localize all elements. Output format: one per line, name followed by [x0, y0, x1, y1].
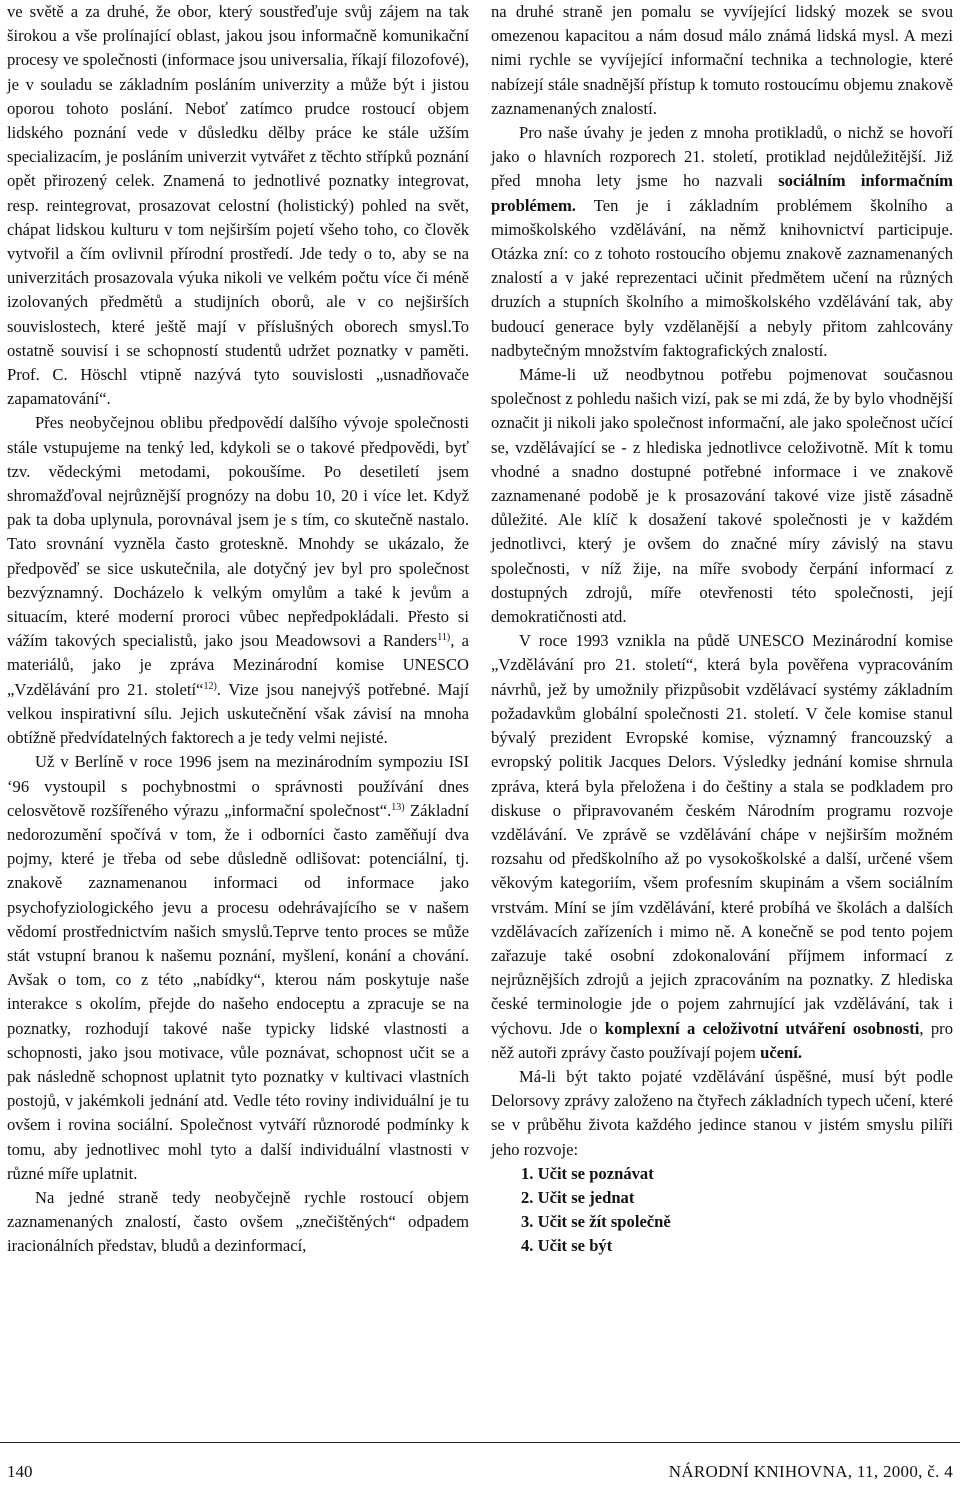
footnote-ref: 11)	[437, 632, 451, 644]
paragraph-text: Máme-li už neodbytnou potřebu pojmenovat současnou společnost z pohledu našich vizí, pak se mi zdá, že by bylo vhodnější označit ji nikoli jako společnost informační, ale jako společnost učící se, vzdělávající se - z hlediska jednotlivce celoživotně. Mít k tomu vhodné a snadno dostupné potřebné informace i ve znakově zaznamenané podobě je k prosazování takové vize jistě zásadně důležité. Ale klíč k dosažení takové společnosti je v každém jednotlivci, který je ovšem do značné míry závislý na stavu společnosti, v níž žije, na míře svobody čerpání informací z dostupných zdrojů, míře otevřenosti této společnosti, její demokratičnosti atd.	[491, 365, 953, 627]
paragraph-text: Pro naše úvahy je jeden z mnoha protikladů, o nichž se hovoří jako o hlavních rozporech 21. století, protiklad nejdůležitější. Již před mnoha lety jsme ho nazvali	[491, 123, 953, 191]
paragraph	[7, 1186, 469, 1259]
paragraph-text: Už v Berlíně v roce 1996 jsem na mezinárodním sympoziu ISI ‘96 vystoupil s pochybnostmi o správnosti používání dnes celosvětově rozšířeného výrazu „informační společnost“.	[7, 752, 469, 820]
paragraph-text: Na jedné straně tedy neobyčejně rychle rostoucí objem zaznamenaných znalostí, často ovšem „znečištěných“ odpadem iracionálních představ, bludů a dezinformací,	[7, 1187, 469, 1256]
footnote-ref: 13)	[391, 801, 405, 813]
paragraph	[491, 1065, 953, 1162]
left-column	[7, 0, 469, 1259]
paragraph-text: Základní nedorozumění spočívá v tom, že i odborníci často zaměňují dva pojmy, které je třeba od sebe důsledně odlišovat: potenciální, tj. znakově zaznamenanou informaci od informace jako psychofyziologického jevu a procesu odehrávajícího se v našem vědomí prostřednictvím našich smyslů.Teprve tento proces se může stát vstupní branou k našemu poznání, myšlení, konání a chování. Avšak o tom, co z této „nabídky“, kterou nám poskytuje naše interakce s okolím, přejde do našeho endoceptu a zpracuje se na poznatky, rozhodují takové naše typicky lidské vlastnosti a schopnosti, jako jsou motivace, vůle poznávat, schopnost učit se a pak následně schopnost uplatnit tyto poznatky v kultivaci vlastních postojů, v jakémkoli jednání atd. Vedle této roviny individuální je tu ovšem i rovina sociální. Společnost vytváří různorodé podmínky k tomu, aby jednotlivec mohl tyto a další individuální vlastnosti v různé míře uplatnit.	[7, 800, 469, 1183]
paragraph-text: Má-li být takto pojaté vzdělávání úspěšné, musí být podle Delorsovy zprávy založeno na čtyřech základních typech učení, které se v průběhu života každého jedince stanou v jistém smyslu pilíři jeho rozvoje:	[491, 1066, 953, 1159]
paragraph	[491, 629, 953, 1065]
paragraph-text: V roce 1993 vznikla na půdě UNESCO Mezinárodní komise „Vzdělávání pro 21. století“, která byla pověřena vypracováním návrhů, jež by umožnily přizpůsobit vzdělávací systémy základním požadavkům globální společnosti 21. století. V čele komise stanul bývalý prezident Evropské komise, významný francouzský a evropský politik Jacques Delors. Výsledky jednání komise shrnula zpráva, která byla přeložena i do češtiny a stala se podkladem pro diskuse o připravovaném českém Národním programu rozvoje vzdělávání. Ve zprávě se vzdělávání chápe v nejširším možném rozsahu od předškolního až po vysokoškolské a další, určené všem věkovým kategoriím, všem profesním skupinám a všem sociálním vrstvám. Míní se jím vzdělávání, které probíhá ve školách a dalších vzdělávacích zařízeních i mimo ně. A konečně se pod tento pojem zařazuje také osobní zdokonalování příjmem informací z nejrůznějších zdrojů a jejich zpracováním na poznatky. Z hlediska české terminologie jde o pojem zahrnující jak vzdělávání, tak i výchovu. Jde o	[491, 631, 953, 1038]
list-item: 3. Učit se žít společně	[521, 1212, 671, 1232]
paragraph	[491, 121, 953, 363]
paragraph	[491, 363, 953, 629]
paragraph	[7, 750, 469, 1186]
paragraph	[7, 0, 469, 411]
paragraph-text: Ten je i základním problémem školního a mimoškolského vzdělávání, na němž knihovnictví participuje. Otázka zní: co z tohoto rostoucího objemu znakově zaznamenaných znalostí a v jaké reprezentaci učinit předmětem učení na různých druzích a stupních školního a mimoškolského vzdělávání tak, aby budoucí generace byly vzdělanější a nebyly přitom zahlcovány nadbytečným množstvím faktografických znalostí.	[491, 195, 953, 360]
right-column	[491, 0, 953, 1259]
paragraph	[7, 411, 469, 750]
list-item: 4. Učit se být	[521, 1236, 613, 1256]
paragraph	[491, 0, 953, 121]
paragraph-text: , a materiálů, jako je zpráva Mezinárodní komise UNESCO „Vzdělávání pro 21. století“	[7, 631, 469, 699]
emphasis-text: učení.	[760, 1042, 803, 1062]
journal-citation: NÁRODNÍ KNIHOVNA, 11, 2000, č. 4	[668, 1462, 953, 1481]
page-number: 140	[7, 1462, 33, 1481]
list-item: 2. Učit se jednat	[521, 1187, 635, 1207]
paragraph-text: na druhé straně jen pomalu se vyvíjející lidský mozek se svou omezenou kapacitou a nám dosud málo známá lidská mysl. A mezi nimi rychle se vyvíjející informační technika a technologie, které nabízejí stále snadnější přístup k tomuto rostoucímu objemu znakově zaznamenaných znalostí.	[491, 2, 953, 118]
paragraph-text: ve světě a za druhé, že obor, který soustřeďuje svůj zájem na tak širokou a vše prolínající oblast, jakou jsou informačně komunikační procesy ve společnosti (informace jsou universalia, říkají filozofové), je v souladu se základním posláním univerzity a může být i jistou oporou tohoto poslání. Neboť zatímco prudce rostoucí objem lidského poznání vede v důsledku dělby práce ke stále užším specializacím, je posláním univerzit vytvářet z těchto střípků poznání opět přirozený celek. Znamená to jednotlivé poznatky integrovat, resp. reintegrovat, prosazovat celostní (holistický) pohled na svět, chápat lidskou kulturu v tom nejširším pojetí všeho toho, co člověk vytvořil a čím ovlivnil přírodní prostředí. Jde tedy o to, aby se na univerzitách prosazovala výuka nikoli ve velkém počtu více či méně izolovaných předmětů a studijních oborů, ale v co nejširších souvislostech, které ještě mají v příslušných oborech smysl.To ostatně souvisí i se schopností studentů udržet poznatky v paměti. Prof. C. Höschl vtipně nazývá tyto souvislosti „usnadňovače zapamatování“.	[7, 2, 469, 409]
list-item: 1. Učit se poznávat	[521, 1163, 654, 1183]
paragraph-text: , pro něž autoři zprávy často používají pojem	[491, 1018, 953, 1062]
emphasis-text: sociálním informačním problémem.	[491, 171, 953, 215]
footnote-ref: 12)	[203, 680, 217, 692]
footer-divider	[0, 1442, 960, 1443]
paragraph-text: Přes neobyčejnou oblibu předpovědí dalšího vývoje společnosti stále vstupujeme na tenký led, kdykoli se o takové předpovědi, byť tzv. vědeckými metodami, pokoušíme. Po desetiletí jsem shromažďoval nejrůznější prognózy na dobu 10, 20 i více let. Když pak ta doba uplynula, porovnával jsem je s tím, co skutečně nastalo. Tato srovnání vyzněla často groteskně. Mnohdy se ukázalo, že předpověď se sice uskutečnila, ale dotyčný jev byl pro společnost bezvýznamný. Docházelo k velkým omylům a také k jevům a situacím, které moderní proroci vůbec nepředpokládali. Přesto si vážím takových specialistů, jako jsou Meadowsovi a Randers	[7, 413, 469, 651]
emphasis-text: komplexní a celoživotní utváření osobnosti	[604, 1018, 920, 1038]
pillars-list	[491, 1162, 953, 1259]
paragraph-text: . Vize jsou nanejvýš potřebné. Mají velkou inspirativní sílu. Jejich uskutečnění však závisí na mnoha obtížně předvídatelných faktorech a je tedy velmi nejisté.	[7, 679, 470, 748]
